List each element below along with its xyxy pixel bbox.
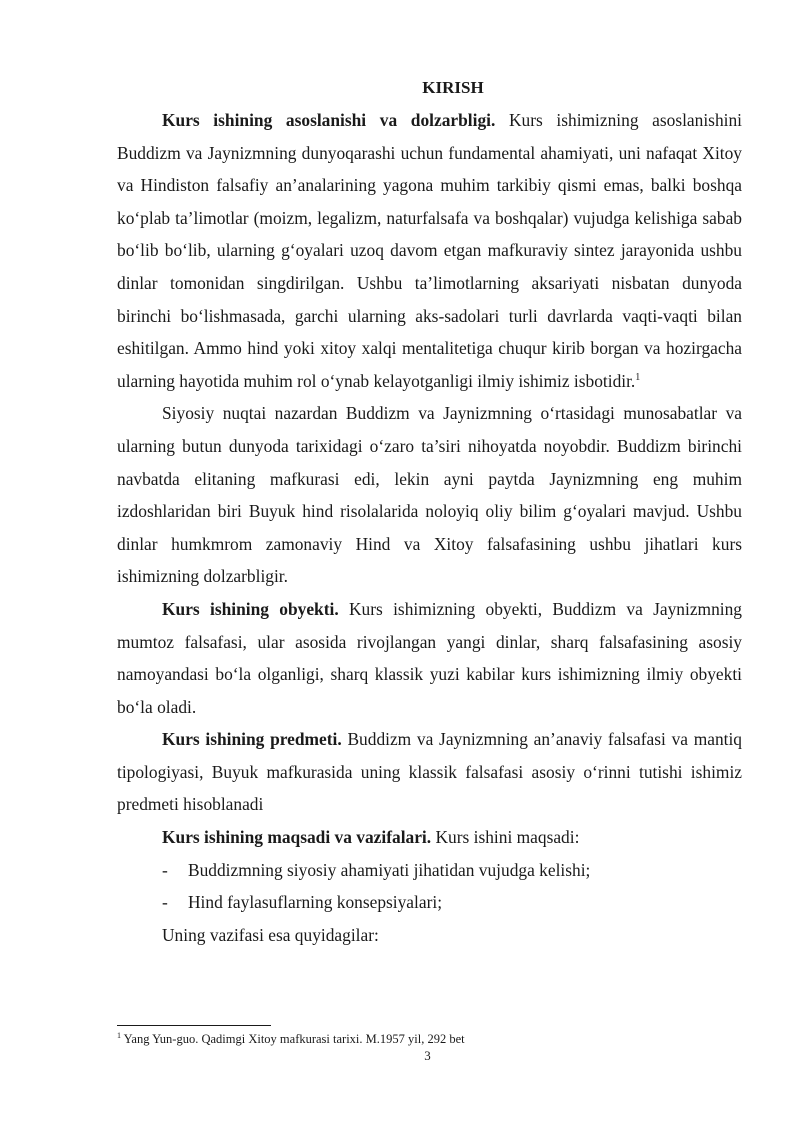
paragraph-text: Uning vazifasi esa quyidagilar: <box>162 924 379 945</box>
paragraph-lead: Kurs ishining maqsadi va vazifalari. <box>162 827 432 848</box>
paragraph-text: Kurs ishini maqsadi: <box>431 827 580 848</box>
list-item-text: Hind faylasuflarning konsepsiyalari; <box>188 892 443 913</box>
paragraph-siyosiy <box>117 397 742 593</box>
list-item <box>117 886 742 919</box>
footnote-text: Yang Yun-guo. Qadimgi Xitoy mafkurasi tarixi. M.1957 yil, 292 bet <box>121 1032 465 1046</box>
page-number: 3 <box>424 1048 431 1063</box>
paragraph-lead: Kurs ishining obyekti. <box>162 598 339 619</box>
list-item-text: Buddizmning siyosiy ahamiyati jihatidan vujudga kelishi; <box>188 859 591 880</box>
section-heading: KIRISH <box>422 78 484 97</box>
paragraph-closing <box>117 919 742 952</box>
list-dash: - <box>162 892 168 913</box>
paragraph-lead: Kurs ishining predmeti. <box>162 729 342 750</box>
document-body <box>117 104 742 951</box>
paragraph-maqsad <box>117 821 742 854</box>
list-item <box>117 854 742 887</box>
paragraph-lead: Kurs ishining asoslanishi va dolzarbligi. <box>162 110 496 130</box>
paragraph-predmet <box>117 723 742 821</box>
paragraph-text: Kurs ishimizning asoslanishini Buddizm va Jaynizmning dunyoqarashi uchun fundamental ahamiyati, uni nafaqat Xitoy va Hindiston falsafiy an’analarining yagona muhim tarkibiy qismi emas, balki boshqa ko‘plab ta’limotlar (moizm, legalizm, naturfalsafa va boshqalar) vujudga kelishiga sabab bo‘lib bo‘lib, ularning g‘oyalari uzoq davom etgan mafkuraviy sintez jarayonida ushbu dinlar tomonidan singdirilgan. Ushbu ta’limotlarning aksariyati nisbatan dunyoda birinchi bo‘lishmasada, garchi ularning aks-sadolari turli davrlarda vaqti-vaqti bilan eshitilgan. Ammo hind yoki xitoy xalqi mentalitetiga chuqur kirib borgan va hozirgacha ularning hayotida muhim rol o‘ynab kelayotganligi ilmiy ishimiz isbotidir. <box>117 110 742 391</box>
paragraph-obyekt <box>117 593 742 723</box>
paragraph-text: Kurs ishimizning obyekti, Buddizm va Jaynizmning mumtoz falsafasi, ular asosida rivojlangan yangi dinlar, sharq falsafasining asosiy namoyandasi bo‘la olganligi, sharq klassik yuzi kabilar kurs ishimizning ilmiy obyekti bo‘la oladi. <box>117 598 742 717</box>
footnote-marker: 1 <box>117 1030 121 1040</box>
paragraph-asoslanish <box>117 104 742 397</box>
footnote-reference[interactable]: 1 <box>635 371 641 383</box>
list-dash: - <box>162 859 168 880</box>
paragraph-text: Siyosiy nuqtai nazardan Buddizm va Jaynizmning o‘rtasidagi munosabatlar va ularning butun dunyoda tarixidagi o‘zaro ta’siri nihoyatda noyobdir. Buddizm birinchi navbatda elitaning mafkurasi edi, lekin ayni paytda Jaynizmning eng muhim izdoshlaridan biri Buyuk hind risolalarida noloyiq oliy bilim g‘oyalari mavjud. Ushbu dinlar humkmrom zamonaviy Hind va Xitoy falsafasining ushbu jihatlari kurs ishimizning dolzarbligir. <box>117 403 742 587</box>
footnote <box>117 1031 742 1047</box>
footnote-separator <box>117 1025 271 1026</box>
paragraph-text: Buddizm va Jaynizmning an’anaviy falsafasi va mantiq tipologiyasi, Buyuk mafkurasida uning klassik falsafasi asosiy o‘rinni tutishi ishimiz predmeti hisoblanadi <box>117 729 742 815</box>
